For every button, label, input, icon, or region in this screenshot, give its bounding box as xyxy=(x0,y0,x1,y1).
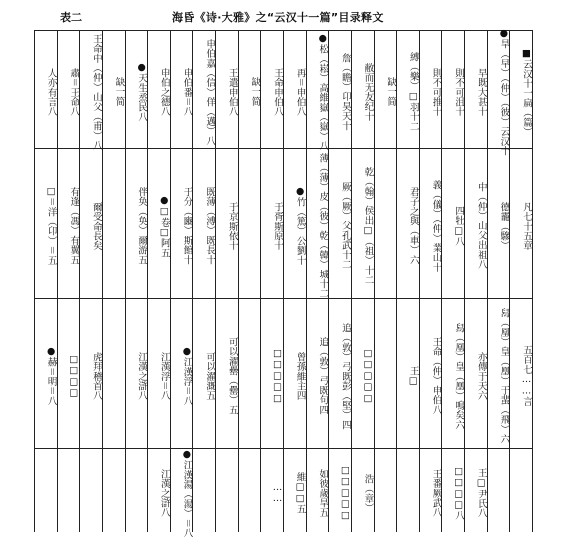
catalog-entry: □＝洋（卬）＝五 xyxy=(45,186,57,266)
catalog-entry: 可以濯溉五 xyxy=(204,351,216,401)
catalog-entry: 追（敦）弓既句四 xyxy=(317,337,329,415)
catalog-entry: □□□□□ xyxy=(271,348,283,404)
catalog-entry: 于分（豳）斯館十 xyxy=(181,187,193,265)
catalog-entry: 有逢（馮）有翼五 xyxy=(68,187,80,265)
catalog-entry: 申伯番＝八 xyxy=(181,67,193,117)
catalog-entry: ●江漢浮＝八 xyxy=(181,346,193,406)
catalog-entry: 敝而无友纪十 xyxy=(362,62,374,122)
catalog-entry: 伴奂（奂）爾游五 xyxy=(136,187,148,265)
catalog-entry: 虎拜稽首八 xyxy=(90,351,102,401)
catalog-entry: 中（仲）山父出祖八 xyxy=(475,182,487,270)
catalog-entry: 江漢之滸八 xyxy=(158,468,170,518)
catalog-entry: 義（儀）（仲）業山十 xyxy=(430,179,442,273)
catalog-entry xyxy=(238,148,261,298)
catalog-entry: 追（敦）弓既彭（堅）四 xyxy=(339,322,351,430)
catalog-entry: 缺一简 xyxy=(249,77,261,107)
catalog-entry: 則不可沮十 xyxy=(453,67,465,117)
catalog-entry: 王□ xyxy=(407,365,419,387)
catalog-entry: ●松（崧）高維嶽（嶽）八 xyxy=(317,33,329,151)
catalog-entry: 凡七十五章 xyxy=(520,201,532,251)
catalog-entry: 浩（章） xyxy=(362,473,374,513)
catalog-entry: 曾孫維主四 xyxy=(294,351,306,401)
catalog-entry: ●旱（早）（仲）（彼）云汉十 xyxy=(498,28,510,156)
catalog-entry: 王遣申伯八 xyxy=(226,67,238,117)
catalog-entry: 江漢之滸八 xyxy=(136,351,148,401)
catalog-entry: 君子之與（車）六 xyxy=(407,187,419,265)
catalog-entry: □□□□□ xyxy=(339,465,351,521)
catalog-entry: 薄（薄）皮（彼）乾（韓）城十二 xyxy=(317,153,329,299)
table-title: 海昏《诗·大雅》之“云汉十一篇”目录释文 xyxy=(172,11,384,24)
catalog-entry: □□□□八 xyxy=(453,465,465,521)
catalog-entry: …… xyxy=(271,481,283,505)
catalog-entry xyxy=(374,298,397,448)
catalog-entry: 既薄（溥）既長十 xyxy=(204,187,216,265)
catalog-entry: 王命申伯八 xyxy=(271,67,283,117)
catalog-entry: 五百七……言 xyxy=(520,345,532,407)
catalog-entry: 申伯嘉（信）佯（邁）八 xyxy=(204,38,216,146)
catalog-entry: 早既大甚十 xyxy=(475,67,487,117)
catalog-table xyxy=(34,28,532,537)
catalog-entry: 江漢浮＝八 xyxy=(158,351,170,401)
catalog-entry: 人亦有言八 xyxy=(45,67,57,117)
catalog-entry: 缺一简 xyxy=(385,77,397,107)
catalog-entry: 四牡□八 xyxy=(453,205,465,247)
catalog-entry: 亦傳于天六 xyxy=(475,351,487,401)
catalog-entry: 王命（仲）申伯八 xyxy=(430,337,442,415)
catalog-entry: 詹（瞻）卬昊天十 xyxy=(339,53,351,131)
catalog-entry: ●江漢湯（湯）＝八 xyxy=(181,448,193,537)
column-rule-22 xyxy=(532,30,533,532)
catalog-entry: ■云汉十一扁（篇） xyxy=(520,47,532,137)
catalog-entry: 王番厥武八 xyxy=(430,468,442,518)
catalog-entry: 乾（翰）侯出□（祖）十二 xyxy=(362,167,374,285)
catalog-entry: 縛（樂）□羽十二 xyxy=(407,52,419,132)
catalog-entry: 如彼歲旱五 xyxy=(317,468,329,518)
catalog-entry: 王□尹氏八 xyxy=(475,468,487,518)
catalog-entry: 厥（厥）父孔武十二 xyxy=(339,182,351,270)
catalog-entry: 維□□五 xyxy=(294,472,306,514)
table-caption xyxy=(0,6,565,28)
catalog-entry: 德靇（驂） xyxy=(498,201,510,251)
catalog-entry: 再＝申伯八 xyxy=(294,67,306,117)
catalog-entry: 肅＝王命八 xyxy=(68,67,80,117)
table-label: 表二 xyxy=(60,11,82,24)
catalog-entry: 王命中（仲）山父（甫）八 xyxy=(90,33,102,151)
catalog-entry xyxy=(102,148,125,298)
catalog-entry: ●□卷□阿五 xyxy=(158,194,170,258)
catalog-entry: □□□□□ xyxy=(362,348,374,404)
catalog-entry: 則不可推十 xyxy=(430,67,442,117)
catalog-entry: 于京斯依十 xyxy=(226,201,238,251)
catalog-entry: 于胥斯原十 xyxy=(271,201,283,251)
catalog-entry xyxy=(238,298,261,448)
catalog-entry: ●赫＝明＝八 xyxy=(45,346,57,406)
catalog-entry: 可以濯罍（罍）五 xyxy=(226,337,238,415)
catalog-entry xyxy=(374,148,397,298)
catalog-entry: □□□□ xyxy=(68,353,80,399)
catalog-entry: 爾受命長矣 xyxy=(90,201,102,251)
catalog-entry xyxy=(102,298,125,448)
catalog-entry: ●竹（篤）公劉十 xyxy=(294,186,306,266)
catalog-entry: 舄（凰）皇（凰）于蜚（飛）六 xyxy=(498,308,510,444)
catalog-entry: 缺一简 xyxy=(113,77,125,107)
catalog-entry: 舄（凰）皇（凰）鳴矣六 xyxy=(453,322,465,430)
catalog-entry: ●天生烝民八 xyxy=(136,62,148,122)
catalog-entry: 申伯之德八 xyxy=(158,67,170,117)
